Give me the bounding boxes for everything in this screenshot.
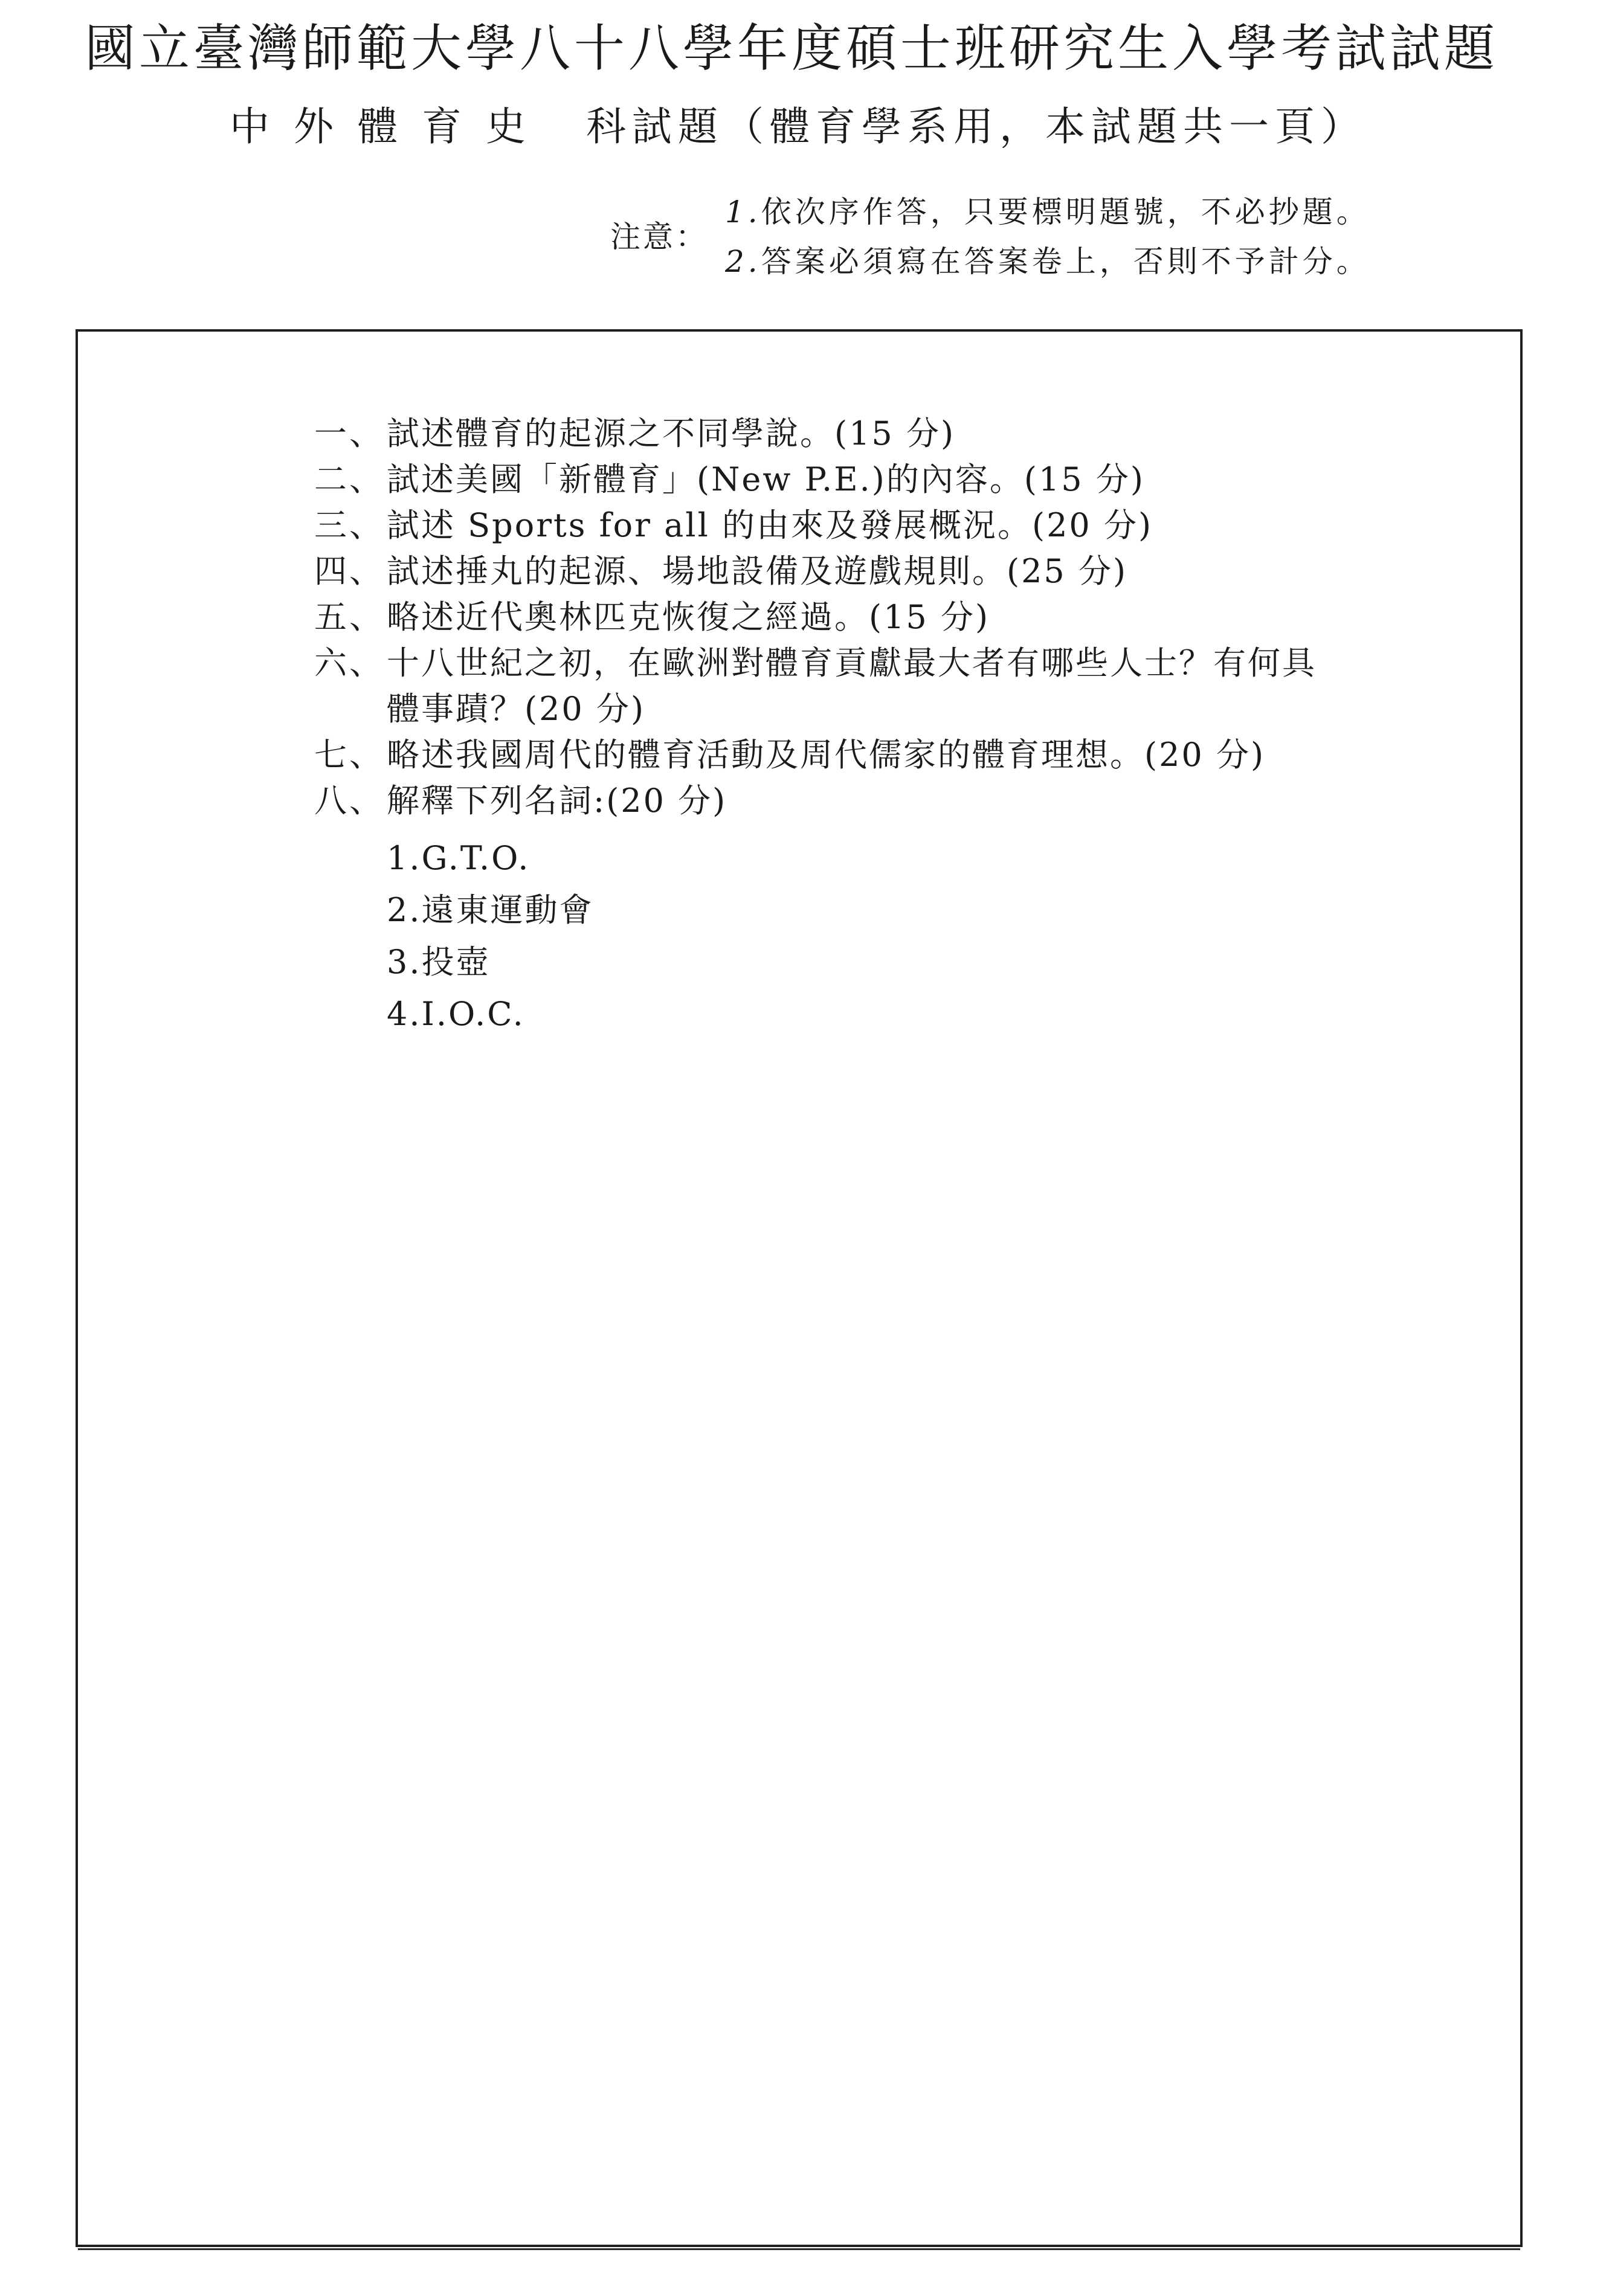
- term-item: 2.遠東運動會: [387, 891, 594, 929]
- subject-name: 中外體育史: [230, 103, 550, 150]
- notice-item-text: 依次序作答，只要標明題號，不必抄題。: [761, 195, 1370, 230]
- question-text: 略述近代奧林匹克恢復之經過。(15 分): [387, 598, 990, 636]
- question-text: 略述我國周代的體育活動及周代儒家的體育理想。(20 分): [387, 736, 1266, 774]
- question-number: 六、: [314, 644, 384, 682]
- question-item: [314, 594, 1462, 640]
- notice-items: [725, 187, 1370, 286]
- question-text: 解釋下列名詞:(20 分): [387, 782, 727, 820]
- term-item: 3.投壺: [387, 943, 491, 981]
- question-item: [314, 778, 1462, 824]
- question-number: 五、: [314, 598, 384, 636]
- question-number: 三、: [314, 506, 384, 544]
- exam-subtitle: [230, 103, 1498, 150]
- notice-item-text: 答案必須寫在答案卷上，否則不予計分。: [761, 244, 1370, 279]
- notice-block: [610, 187, 1456, 284]
- question-item: [314, 503, 1462, 548]
- question-item: [314, 732, 1462, 778]
- question-text: 試述 Sports for all 的由來及發展概況。(20 分): [387, 506, 1153, 544]
- notice-label: 注意：: [610, 219, 708, 254]
- notice-item: [725, 237, 1370, 286]
- notice-item-number: 2.: [725, 244, 761, 279]
- term-list: [314, 832, 1462, 1040]
- question-text: 試述美國「新體育」(New P.E.)的內容。(15 分): [387, 460, 1145, 498]
- paper-info: 科試題（體育學系用，本試題共一頁）: [586, 103, 1367, 150]
- question-number: 四、: [314, 552, 384, 590]
- question-number: 一、: [314, 414, 384, 452]
- question-text-continuation: 體事蹟？(20 分): [387, 690, 646, 728]
- notice-item: [725, 187, 1370, 237]
- question-list: [314, 411, 1462, 1040]
- question-number: 八、: [314, 782, 384, 820]
- question-item: [314, 548, 1462, 594]
- question-item: [314, 640, 1462, 732]
- question-item: [314, 457, 1462, 503]
- term-item: 4.I.O.C.: [387, 995, 525, 1033]
- term-item: 1.G.T.O.: [387, 839, 530, 877]
- question-text: 十八世紀之初，在歐洲對體育貢獻最大者有哪些人士？有何具: [387, 644, 1317, 682]
- exam-title: 國立臺灣師範大學八十八學年度碩士班研究生入學考試試題: [85, 19, 1499, 78]
- notice-item-number: 1.: [725, 195, 761, 230]
- question-text: 試述體育的起源之不同學說。(15 分): [387, 414, 956, 452]
- question-text: 試述捶丸的起源、場地設備及遊戲規則。(25 分): [387, 552, 1128, 590]
- question-number: 七、: [314, 736, 384, 774]
- question-number: 二、: [314, 460, 384, 498]
- question-item: [314, 411, 1462, 457]
